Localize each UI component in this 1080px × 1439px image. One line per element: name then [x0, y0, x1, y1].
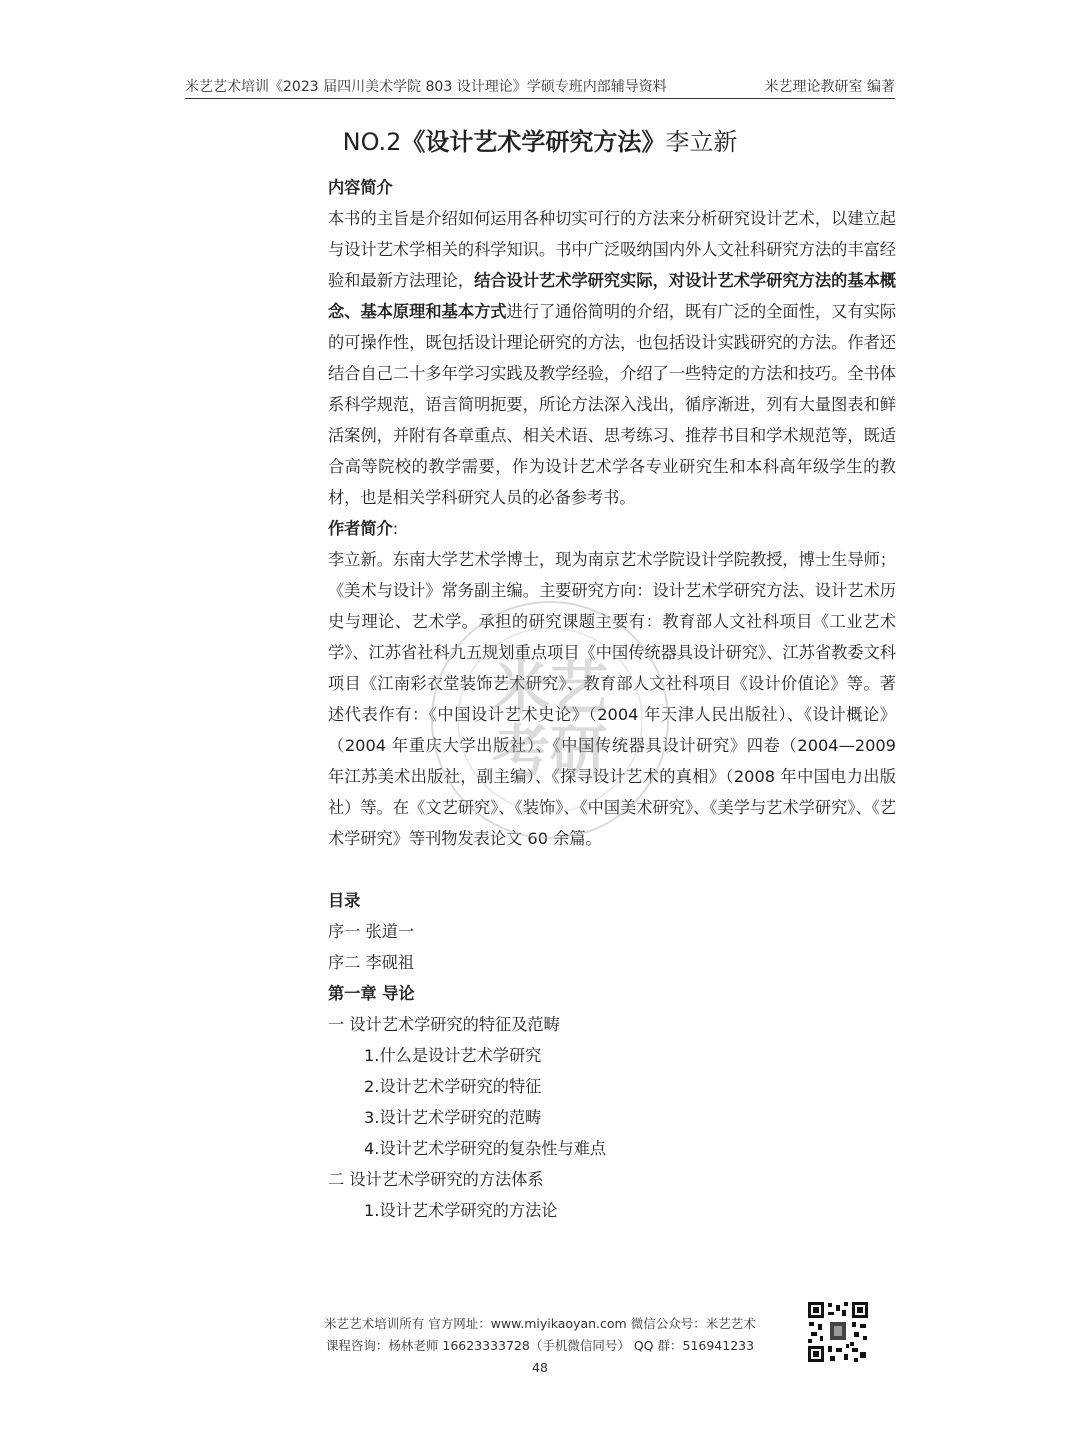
toc-section: 一 设计艺术学研究的特征及范畴 [328, 1015, 560, 1034]
toc-chapter: 第一章 导论 [328, 984, 415, 1003]
page-header [185, 70, 895, 99]
toc-section: 二 设计艺术学研究的方法体系 [328, 1170, 544, 1189]
intro-paragraph [328, 203, 896, 513]
title-author: 李立新 [665, 128, 738, 156]
author-heading: 作者简介 [328, 519, 393, 538]
watermark-line2: 考研 [491, 718, 609, 786]
footer-line2: 课程咨询：杨林老师 16623333728（手机微信同号） QQ 群：516941233 [325, 1338, 755, 1353]
header-left-text: 米艺艺术培训《2023 届四川美术学院 803 设计理论》学硕专班内部辅导资料 [185, 79, 667, 95]
spacer [328, 854, 896, 885]
main-content [328, 172, 896, 1226]
toc-subitem: 1.设计艺术学研究的方法论 [364, 1201, 558, 1220]
header-right-text: 米艺理论教研室 编著 [764, 79, 895, 95]
intro-text-bold: 结合设计艺术学研究实际，对设计艺术学研究方法的基本概念、基本原理和基本方式 [328, 271, 897, 321]
intro-heading: 内容简介 [328, 178, 393, 197]
toc-subitem: 1.什么是设计艺术学研究 [364, 1046, 542, 1065]
author-paragraph: 李立新。东南大学艺术学博士，现为南京艺术学院设计学院教授，博士生导师；《美术与设计》常务副主编。主要研究方向：设计艺术学研究方法、设计艺术历史与理论、艺术学。承担的研究课题主要有：教育部人文社科项目《工业艺术学》、江苏省社科九五规划重点项目《中国传统器具设计研究》、江苏省教委文科项目《江南彩衣堂装饰艺术研究》、教育部人文社科项目《设计价值论》等。著述代表作有：《中国设计艺术史论》（2004 年天津人民出版社）、《设计概论》（2004 年重庆大学出版社）、《中国传统器具设计研究》四卷（2004—2009 年江苏美术出版社，副主编）、《探寻设计艺术的真相》（2008 年中国电力出版社）等。在《文艺研究》、《装饰》、《中国美术研究》、《美学与艺术学研究》、《艺术学研究》等刊物发表论文 60 余篇。 [328, 550, 896, 848]
toc-subitem: 4.设计艺术学研究的复杂性与难点 [364, 1139, 607, 1158]
watermark-line1: 米艺 [491, 654, 609, 722]
author-heading-colon: : [392, 519, 399, 538]
page-title [0, 122, 1080, 157]
intro-text-b: 进行了通俗简明的介绍，既有广泛的全面性，又有实际的可操作性，既包括设计理论研究的方法，也包括设计实践研究的方法。作者还结合自己二十多年学习实践及教学经验，介绍了一些特定的方法和技巧。全书体系科学规范，语言简明扼要，所论方法深入浅出，循序渐进，列有大量图表和鲜活案例，并附有各章重点、相关术语、思考练习、推荐书目和学术规范等，既适合高等院校的教学需要，作为设计艺术学各专业研究生和本科高年级学生的教材，也是相关学科研究人员的必备参考书。 [328, 302, 897, 507]
footer-line1: 米艺艺术培训所有 官方网址：www.miyikaoyan.com 微信公众号：米艺艺术 [324, 1316, 756, 1331]
toc-item: 序一 张道一 [328, 922, 415, 941]
qr-code [806, 1300, 870, 1364]
toc-item: 序二 李砚祖 [328, 953, 415, 972]
page-footer [0, 1313, 1080, 1379]
title-number: NO.2 [342, 128, 402, 156]
toc-heading: 目录 [328, 891, 361, 910]
toc-subitem: 2.设计艺术学研究的特征 [364, 1077, 542, 1096]
toc-subitem: 3.设计艺术学研究的范畴 [364, 1108, 542, 1127]
intro-text-a: 本书的主旨是介绍如何运用各种切实可行的方法来分析研究设计艺术，以建立起与设计艺术学相关的科学知识。书中广泛吸纳国内外人文社科研究方法的丰富经验和最新方法理论， [328, 209, 896, 290]
title-book: 《设计艺术学研究方法》 [401, 128, 666, 156]
author-heading-line [328, 513, 896, 544]
page-number: 48 [532, 1360, 548, 1375]
